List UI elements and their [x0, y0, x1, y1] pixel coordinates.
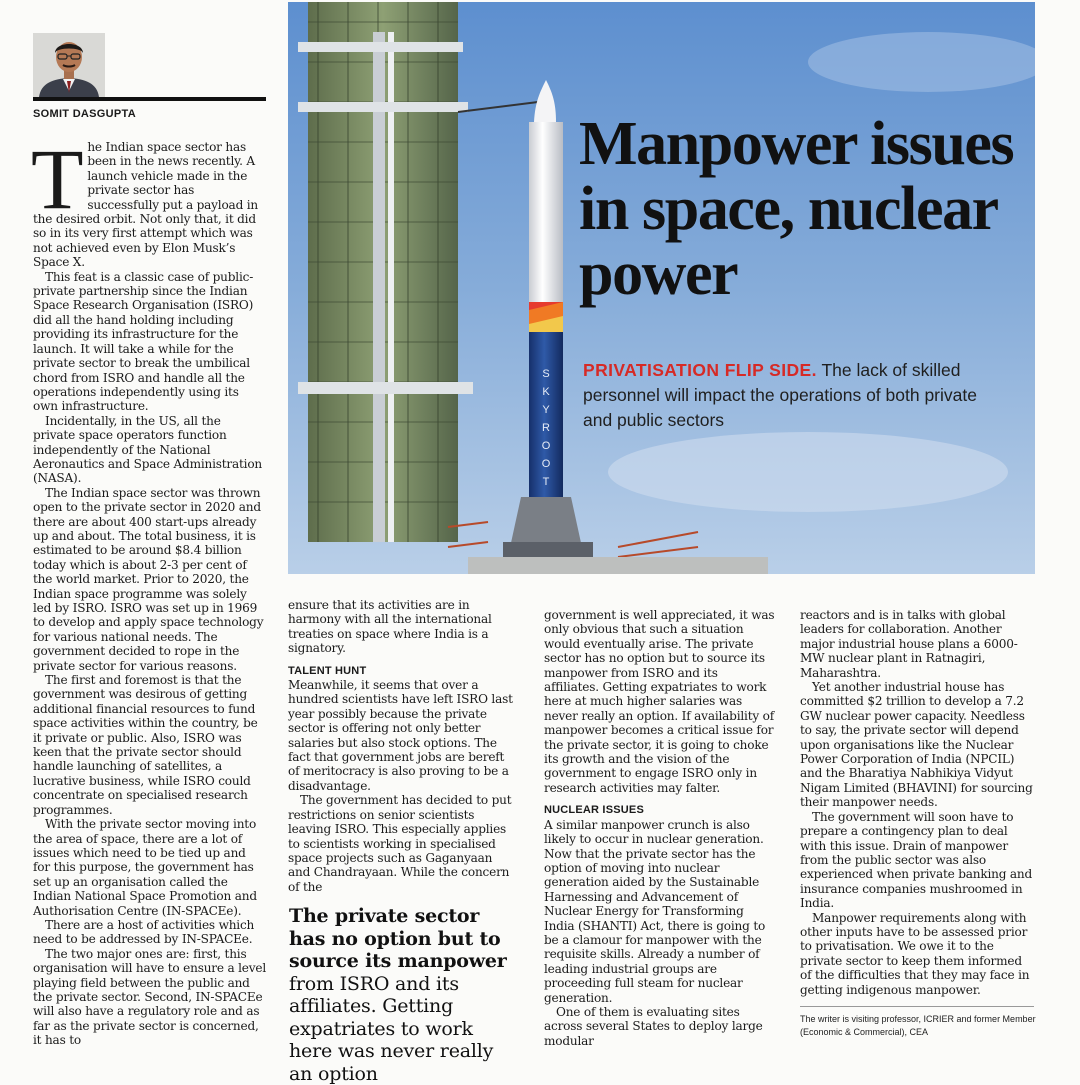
author-bio: The writer is visiting professor, ICRIER and former Member (Economic & Commercial), CEA — [800, 1014, 1036, 1037]
article-paragraph: This feat is a classic case of public-private partnership since the Indian Space Research Organisation (ISRO) did all the hand holding including providing its infrastructure for the launch. It will take a while for the private sector to break the umbilical chord from ISRO and handle all the operations independently using its own infrastructure. — [33, 269, 254, 414]
rocket-lettering: S — [542, 368, 550, 380]
article-paragraph: The Indian space sector was thrown open to the private sector in 2020 and there are about 400 start-ups already up and about. The total business, it is estimated to be around $8.4 billion today which is about 2-3 per cent of the world market. Prior to 2020, the Indian space programme was solely led by ISRO. ISRO was set up in 1969 to develop and apply space technology for various national needs. The government decided to rope in the private sector for various reasons. — [33, 485, 264, 673]
article-paragraph: The government will soon have to prepare a contingency plan to deal with this issue. Drain of manpower from the public sector was also experienced when private banking and insurance companies mushroomed in India. — [800, 809, 1033, 911]
article-paragraph: ensure that its activities are in harmony with all the international treaties on space where India is a signatory. — [288, 598, 492, 656]
standfirst-text: The lack of skilled personnel will impact the operations of both private and public sectors — [583, 360, 977, 430]
article-paragraph: With the private sector moving into the area of space, there are a lot of issues which need to be tied up and for this purpose, the government has set up an organisation called the Indian National Space Promotion and Authorisation Centre (IN-SPACEe). — [33, 817, 257, 918]
subhead-talent-hunt: TALENT HUNT — [288, 664, 367, 677]
author-rule — [33, 97, 266, 101]
article-paragraph: The two major ones are: first, this organisation will have to ensure a level playing field between the public and the private sector. Second, IN-SPACEe will also have a regulatory role and as far as the private sector is concerned, it has to — [33, 946, 267, 1048]
article-column-3 — [544, 608, 776, 1048]
article-paragraph: One of them is evaluating sites across several States to deploy large modular — [544, 1004, 763, 1048]
pull-quote — [289, 905, 517, 1085]
pull-quote-rest: from ISRO and its affiliates. Getting expatriates to work here was never really an option — [289, 972, 494, 1085]
headline: Manpower issues in space, nuclear power — [579, 110, 1014, 308]
article-paragraph: Yet another industrial house has committed $2 trillion to develop a 7.2 GW nuclear power capacity. Needless to say, the private sector will depend upon organisations like the Nuclear Power Corporation of India (NPCIL) and the Bharatiya Nabhikiya Vidyut Nigam Limited (BHAVINI) for sourcing their manpower needs. — [800, 680, 1033, 810]
article-paragraph: Manpower requirements along with other inputs have to be assessed prior to privatisation. We owe it to the private sector to keep them informed of the difficulties that they may face in getting indigenous manpower. — [800, 910, 1030, 997]
author-name: SOMIT DASGUPTA — [33, 108, 136, 120]
article-paragraph: government is well appreciated, it was only obvious that such a situation would eventually arise. The private sector has no option but to source its manpower from ISRO and its affiliates. Getting expatriates to work here at much higher salaries was never really an option. If availability of manpower becomes a critical issue for the private sector, it is going to choke its growth and the vision of the government to engage ISRO only in research activities may falter. — [544, 608, 775, 795]
svg-text:K: K — [542, 386, 550, 398]
article-column-2 — [288, 598, 516, 894]
standfirst-kicker: PRIVATISATION FLIP SIDE. — [583, 360, 817, 380]
article-paragraph: There are a host of activities which need to be addressed by IN-SPACEe. — [33, 917, 255, 947]
svg-text:O: O — [541, 458, 551, 470]
bio-rule — [800, 1006, 1034, 1007]
standfirst — [583, 358, 1003, 433]
article-paragraph: The Indian space sector has been in the news recently. A launch vehicle made in the private sector has successfully put a payload in the desired orbit. Not only that, it did so in its very first attempt which was not achieved even by Elon Musk’s Space X. — [31, 131, 259, 270]
pull-quote-bold: The private sector has no option but to source its manpower — [289, 905, 507, 972]
article-column-1 — [31, 131, 267, 1048]
article-paragraph: The first and foremost is that the government was desirous of getting additional financial resources to fund space activities within the country, be it private or public. Also, ISRO was keen that the private sector should handle launching of satellites, a lucrative business, while ISRO could concentrate on specialised research programmes. — [33, 673, 258, 817]
svg-text:Y: Y — [542, 404, 550, 416]
article-paragraph: Incidentally, in the US, all the private space operators function independently of the National Aeronautics and Space Administration (NASA). — [33, 413, 263, 486]
author-photo — [33, 33, 105, 97]
article-column-4 — [800, 608, 1034, 997]
subhead-nuclear-issues: NUCLEAR ISSUES — [544, 804, 644, 817]
svg-text:O: O — [541, 440, 551, 452]
article-paragraph: reactors and is in talks with global leaders for collaboration. Another major industrial house plans a 6000-MW nuclear plant in Ratnagiri, Maharashtra. — [800, 608, 1018, 680]
svg-text:R: R — [542, 422, 550, 434]
article-paragraph: The government has decided to put restrictions on senior scientists leaving ISRO. This especially applies to scientists working in specialised space projects such as Gaganyaan and Chandrayaan. While the concern of the — [288, 793, 512, 894]
article-paragraph: A similar manpower crunch is also likely to occur in nuclear generation. Now that the private sector has the option of moving into nuclear generation aided by the Sustainable Harnessing and Advancement of Nuclear Energy for Transforming India (SHANTI) Act, there is going to be a clamour for manpower with the requisite skills. Already a number of leading industrial groups are proceeding full steam for nuclear generation. — [544, 817, 766, 1005]
drop-cap: T — [31, 131, 84, 227]
svg-text:T: T — [542, 476, 550, 488]
article-paragraph: Meanwhile, it seems that over a hundred scientists have left ISRO last year possibly because the private sector is offering not only better salaries but also stock options. The fact that government jobs are bereft of meritocracy is also proving to be a disadvantage. — [288, 678, 513, 793]
